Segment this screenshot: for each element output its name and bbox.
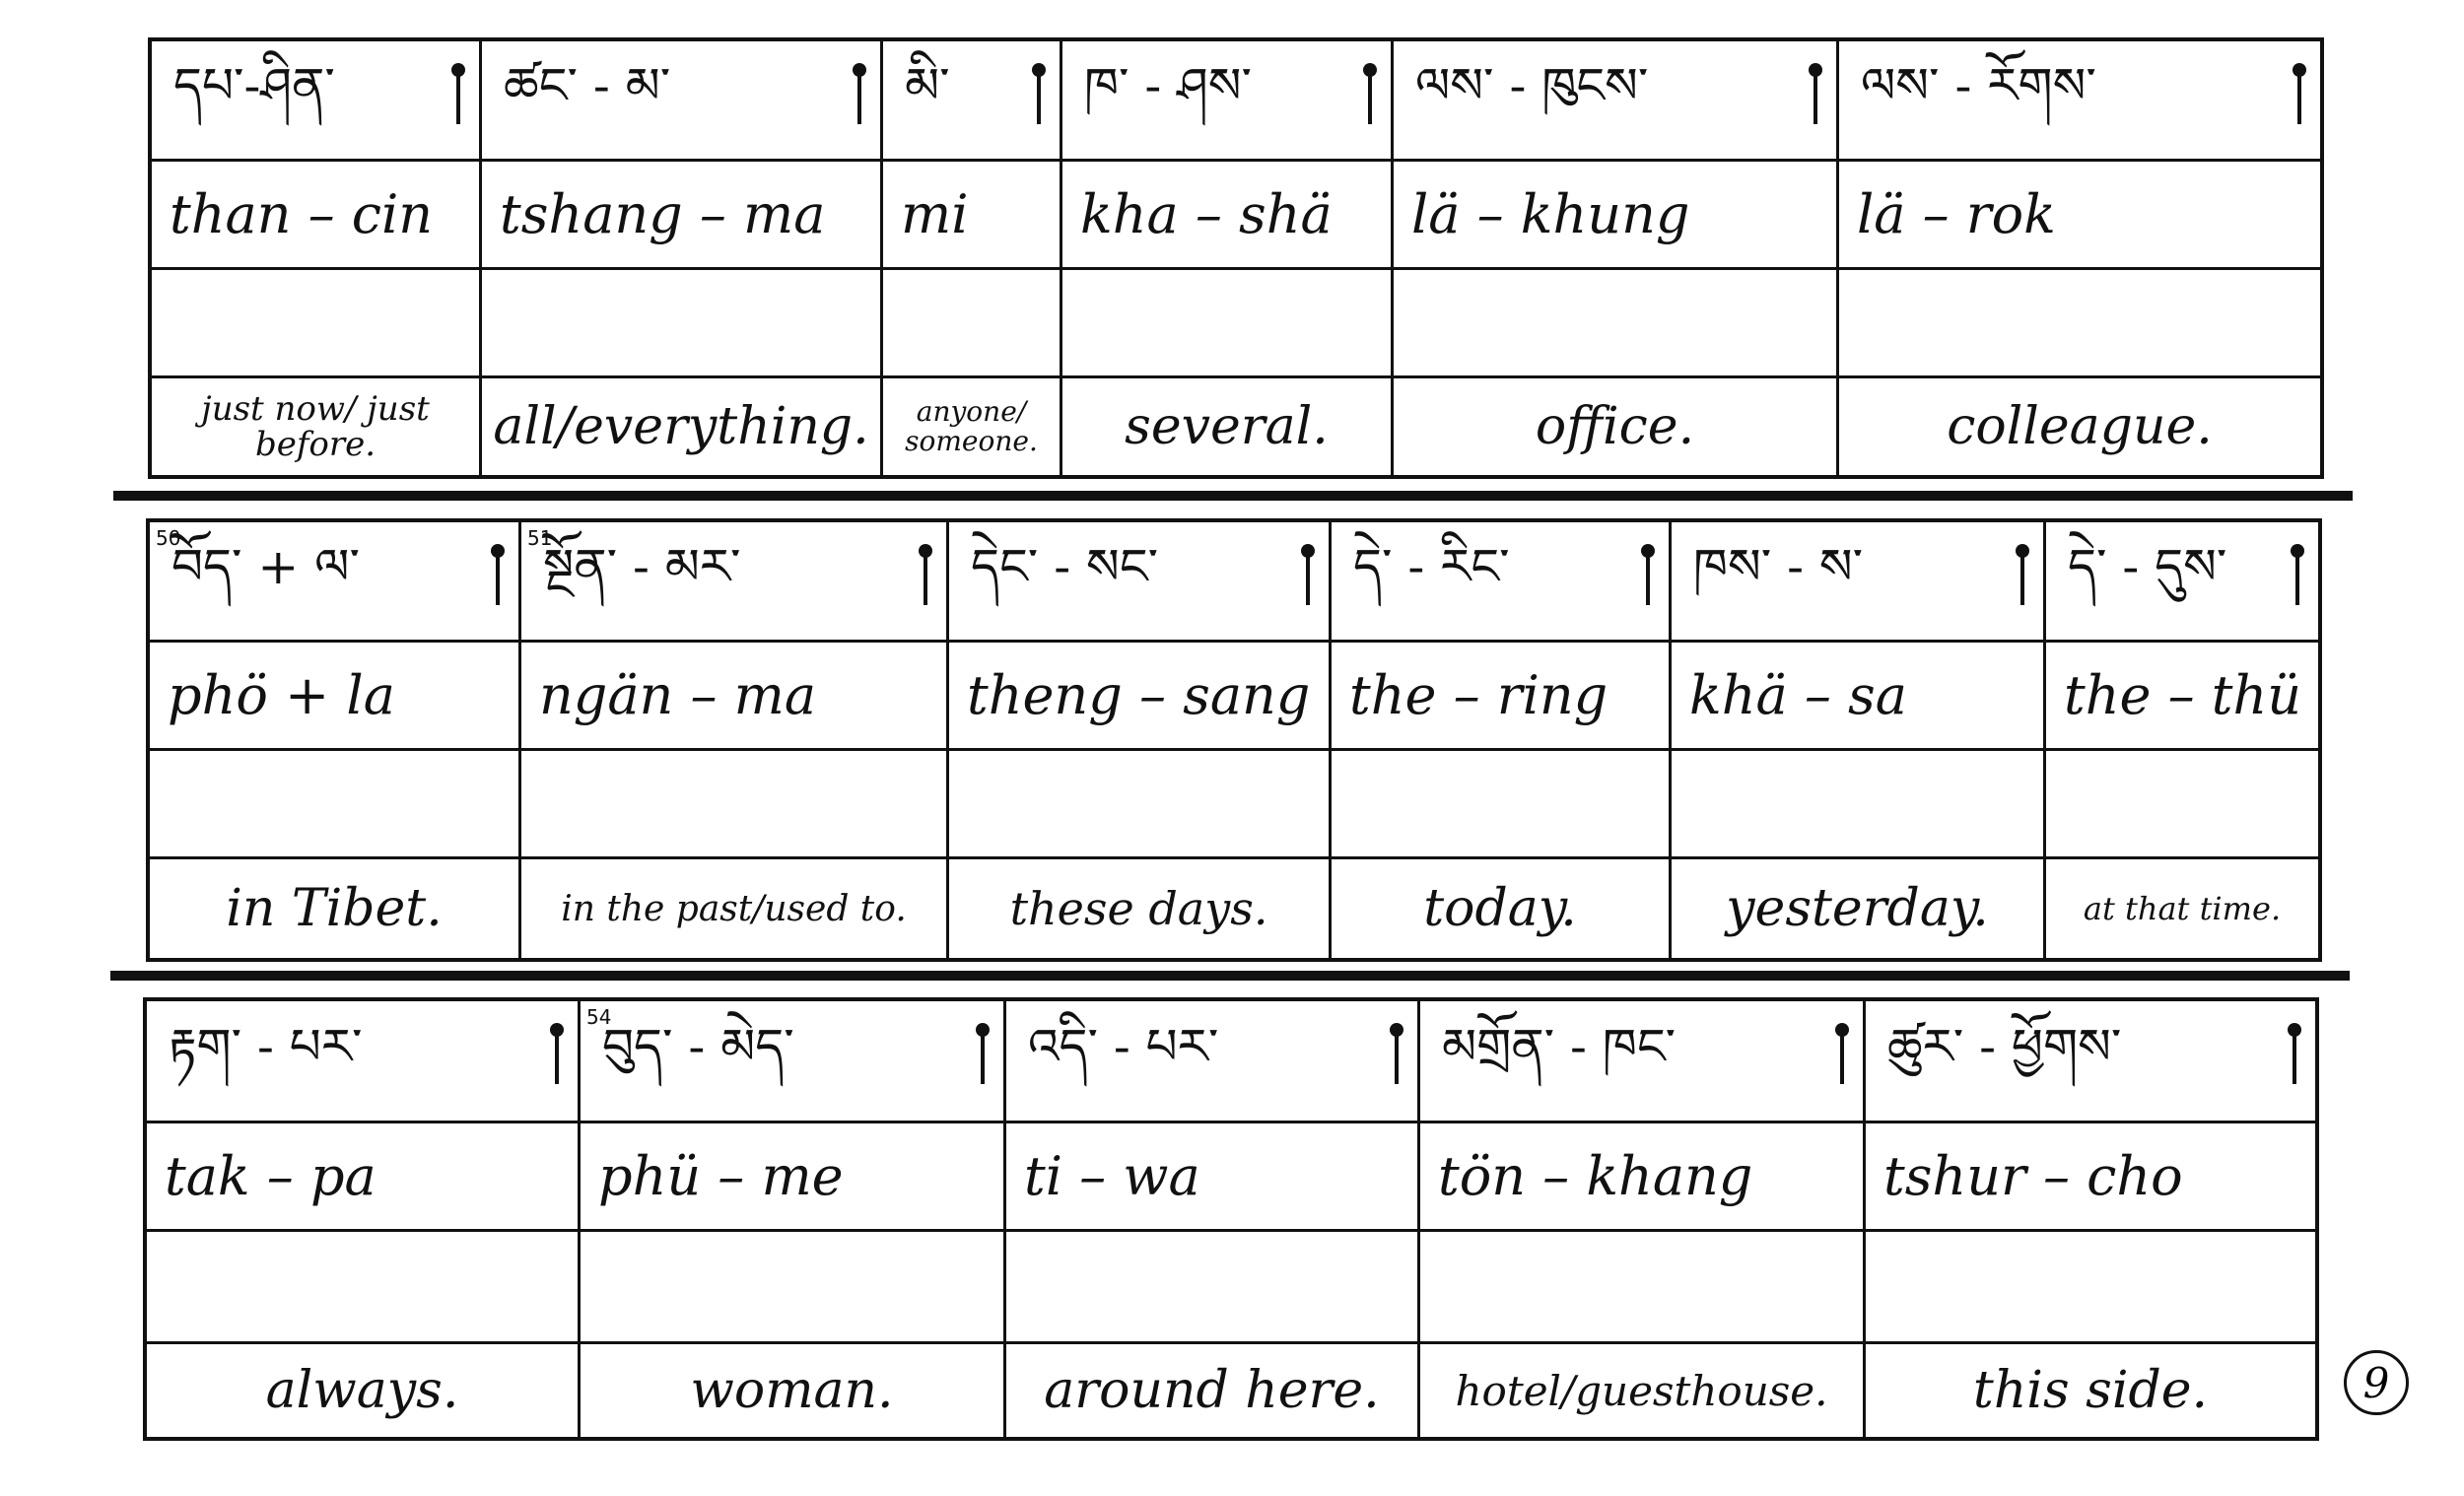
gloss-cell: just now/ just before. [152,378,482,475]
blank-cell [581,1232,1006,1344]
tibetan-cell: ཁ་ - ཤས་ [1062,41,1394,162]
blank-cell [482,270,883,378]
tibetan-cell: 51 སྔོན་ - མར་ [521,522,949,643]
blank-cell [949,751,1332,859]
section-divider [113,491,2353,501]
romanization-cell: ti – wa [1006,1123,1420,1232]
vocab-table-2 [146,518,2322,962]
tibetan-cell: ཁས་ - ས་ [1672,522,2046,643]
tibetan-cell: རྟག་ - པར་ [147,1001,581,1123]
romanization-cell: the – thü [2046,643,2318,751]
romanization-cell: tshur – cho [1866,1123,2315,1232]
shad-mark-icon [1641,544,1651,605]
romanization-cell: mi [883,162,1062,270]
shad-mark-icon [1301,544,1311,605]
gloss-cell: all/everything. [482,378,883,475]
romanization-cell: phü – me [581,1123,1006,1232]
section-divider [110,971,2350,981]
shad-mark-icon [1390,1023,1400,1084]
gloss-cell: this side. [1972,1361,2209,1420]
shad-mark-icon [2016,544,2025,605]
romanization-cell: phö + la [150,643,521,751]
entry-number: 50 [156,526,181,550]
blank-cell [1420,1232,1866,1344]
gloss-cell: yesterday. [1672,859,2046,958]
entry-number: 51 [527,526,553,550]
page-number: 9 [2344,1350,2409,1415]
gloss-cell: these days. [949,859,1332,958]
blank-cell [2046,751,2318,859]
tibetan-cell: ལས་ - རོགས་ [1839,41,2320,162]
tibetan-cell: ལས་ - ཁུངས་ [1394,41,1839,162]
gloss-cell: at that time. [2083,890,2282,927]
gloss-cell: always. [147,1344,581,1437]
blank-cell [1839,270,2320,378]
shad-mark-icon [451,63,461,124]
shad-mark-icon [550,1023,560,1084]
tibetan-cell: དེ་ - དུས་ [2046,522,2318,643]
shad-mark-icon [2291,544,2300,605]
shad-mark-icon [2288,1023,2297,1084]
shad-mark-icon [1363,63,1373,124]
shad-mark-icon [2293,63,2302,124]
romanization-cell: theng – sang [949,643,1332,751]
entry-number: 54 [586,1005,612,1029]
tibetan-cell: དེ་ - རིང་ [1332,522,1672,643]
blank-cell [1394,270,1839,378]
tibetan-cell: དེང་ - སང་ [949,522,1332,643]
vocab-table-1 [148,37,2324,479]
tibetan-cell: 54 བུད་ - མེད་ [581,1001,1006,1123]
gloss-cell: office. [1394,378,1839,475]
romanization-cell: tak – pa [147,1123,581,1232]
tibetan-cell: མགྲོན་ - ཁང་ [1420,1001,1866,1123]
romanization-cell: the – ring [1332,643,1672,751]
romanization-cell: tshang – ma [482,162,883,270]
vocab-table-3 [143,997,2319,1441]
blank-cell [1332,751,1672,859]
gloss-cell: today. [1332,859,1672,958]
shad-mark-icon [1032,63,1042,124]
shad-mark-icon [919,544,928,605]
tibetan-cell: དཔ་-ཤིན་ [152,41,482,162]
blank-cell [1006,1232,1420,1344]
gloss-cell: around here. [1006,1344,1420,1437]
shad-mark-icon [853,63,862,124]
shad-mark-icon [976,1023,986,1084]
tibetan-cell: འདི་ - པར་ [1006,1001,1420,1123]
gloss-cell: hotel/guesthouse. [1420,1344,1866,1437]
blank-cell [1672,751,2046,859]
blank-cell [147,1232,581,1344]
blank-cell [152,270,482,378]
gloss-cell: woman. [581,1344,1006,1437]
blank-cell [150,751,521,859]
romanization-cell: tön – khang [1420,1123,1866,1232]
tibetan-cell: ཚང་ - མ་ [482,41,883,162]
romanization-cell: lä – khung [1394,162,1839,270]
gloss-cell: colleague. [1947,397,2213,456]
shad-mark-icon [1835,1023,1845,1084]
gloss-cell: several. [1062,378,1394,475]
tibetan-cell: 50 བོད་ + ལ་ [150,522,521,643]
romanization-cell: lä – rok [1839,162,2320,270]
shad-mark-icon [491,544,501,605]
romanization-cell: khä – sa [1672,643,2046,751]
romanization-cell: kha – shä [1062,162,1394,270]
gloss-cell: in the past/used to. [521,859,949,958]
gloss-cell: anyone/ someone. [883,378,1062,475]
blank-cell [521,751,949,859]
romanization-cell: than – cin [152,162,482,270]
gloss-cell: in Tibet. [150,859,521,958]
blank-cell [883,270,1062,378]
tibetan-cell: མི་ [883,41,1062,162]
blank-cell [1062,270,1394,378]
romanization-cell: ngän – ma [521,643,949,751]
shad-mark-icon [1809,63,1818,124]
blank-cell [1866,1232,2315,1344]
tibetan-cell: ཚུར་ - ཕྱོགས་ [1866,1001,2315,1123]
